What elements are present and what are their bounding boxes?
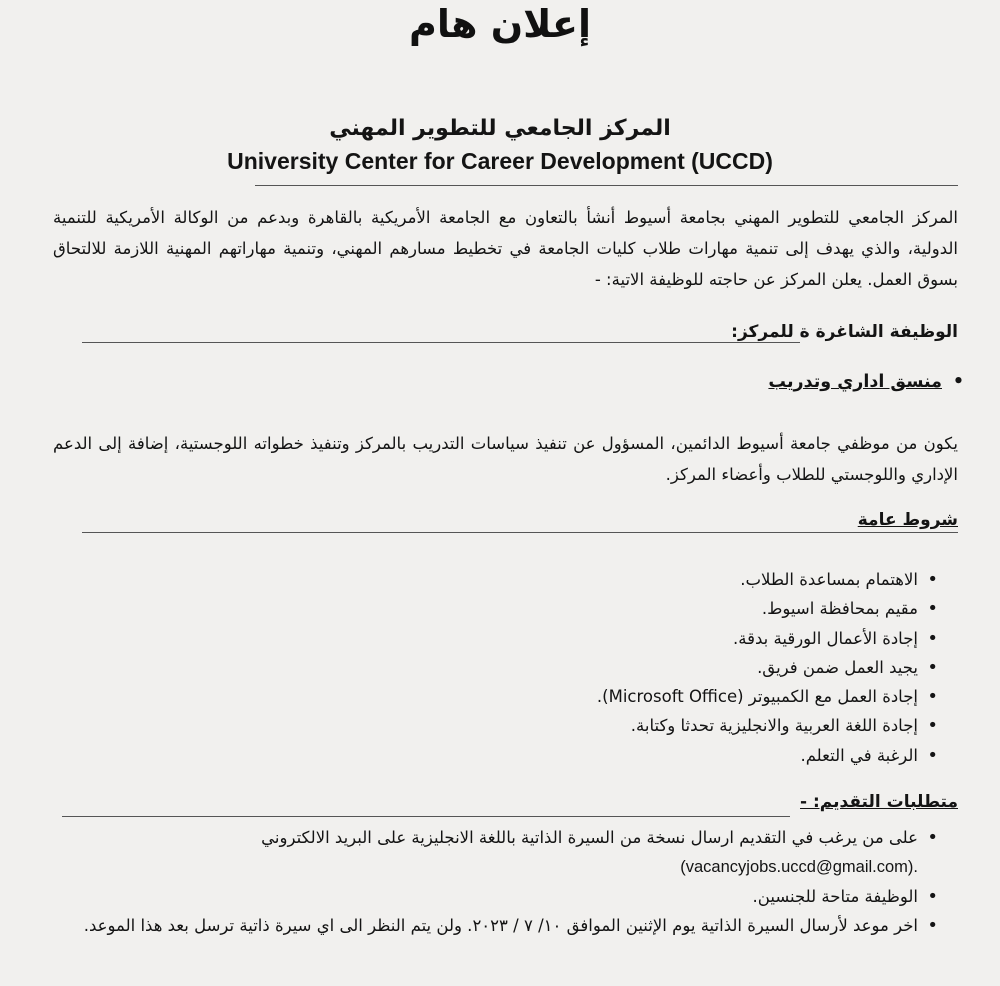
- requirement-text: • على من يرغب في التقديم ارسال نسخة من السيرة الذاتية باللغة الانجليزية على البريد الالكتروني: [261, 828, 918, 847]
- list-item: • الرغبة في التعلم.: [597, 741, 918, 770]
- divider-line: [62, 816, 790, 817]
- list-item: • إجادة اللغة العربية والانجليزية تحدثا وكتابة.: [597, 711, 918, 740]
- list-item: • إجادة العمل مع الكمبيوتر (Microsoft Office).: [597, 682, 918, 711]
- email-address: (vacancyjobs.uccd@gmail.com).: [680, 858, 918, 876]
- list-item: • الاهتمام بمساعدة الطلاب.: [597, 565, 918, 594]
- requirements-heading: متطلبات التقديم: -: [800, 792, 958, 812]
- list-item: • مقيم بمحافظة اسيوط.: [597, 594, 918, 623]
- job-title: • منسق اداري وتدريب: [768, 372, 942, 392]
- intro-paragraph: المركز الجامعي للتطوير المهني بجامعة أسيوط أنشأ بالتعاون مع الجامعة الأمريكية بالقاهرة وبدعم من الوكالة الأمريكية للتنمية الدولية، والذي يهدف إلى تنمية مهارات طلاب كليات الجامعة في تخطيط مسارهم المهني، وتنمية مهاراتهم المهنية اللازمة للالتحاق بسوق العمل. يعلن المركز عن حاجته للوظيفة الاتية: -: [53, 208, 958, 289]
- divider-line: [255, 185, 958, 186]
- job-description: يكون من موظفي جامعة أسيوط الدائمين، المسؤول عن تنفيذ سياسات التدريب بالمركز وتنفيذ خطواته اللوجستية، إضافة إلى الدعم الإداري واللوجستي للطلاب وأعضاء المركز.: [53, 434, 958, 484]
- requirements-list: [48, 823, 940, 940]
- vacancy-heading: الوظيفة الشاغرة ة للمركز:: [731, 322, 958, 342]
- general-conditions-heading: شروط عامة: [857, 510, 958, 530]
- general-conditions-list: [597, 565, 940, 770]
- requirement-email-line: [48, 852, 918, 882]
- divider-line: [82, 342, 800, 343]
- announcement-title: إعلان هام: [409, 2, 591, 46]
- org-name-english: University Center for Career Development (UCCD): [227, 148, 773, 174]
- org-name-arabic: المركز الجامعي للتطوير المهني: [329, 116, 671, 141]
- list-item: • الوظيفة متاحة للجنسين.: [48, 882, 918, 911]
- list-item: • إجادة الأعمال الورقية بدقة.: [597, 624, 918, 653]
- divider-line: [82, 532, 958, 533]
- list-item: • اخر موعد لأرسال السيرة الذاتية يوم الإثنين الموافق ١٠/ ٧ / ٢٠٢٣. ولن يتم النظر الى اي سيرة ذاتية ترسل بعد هذا الموعد.: [48, 911, 918, 940]
- list-item: • يجيد العمل ضمن فريق.: [597, 653, 918, 682]
- list-item: [48, 823, 918, 882]
